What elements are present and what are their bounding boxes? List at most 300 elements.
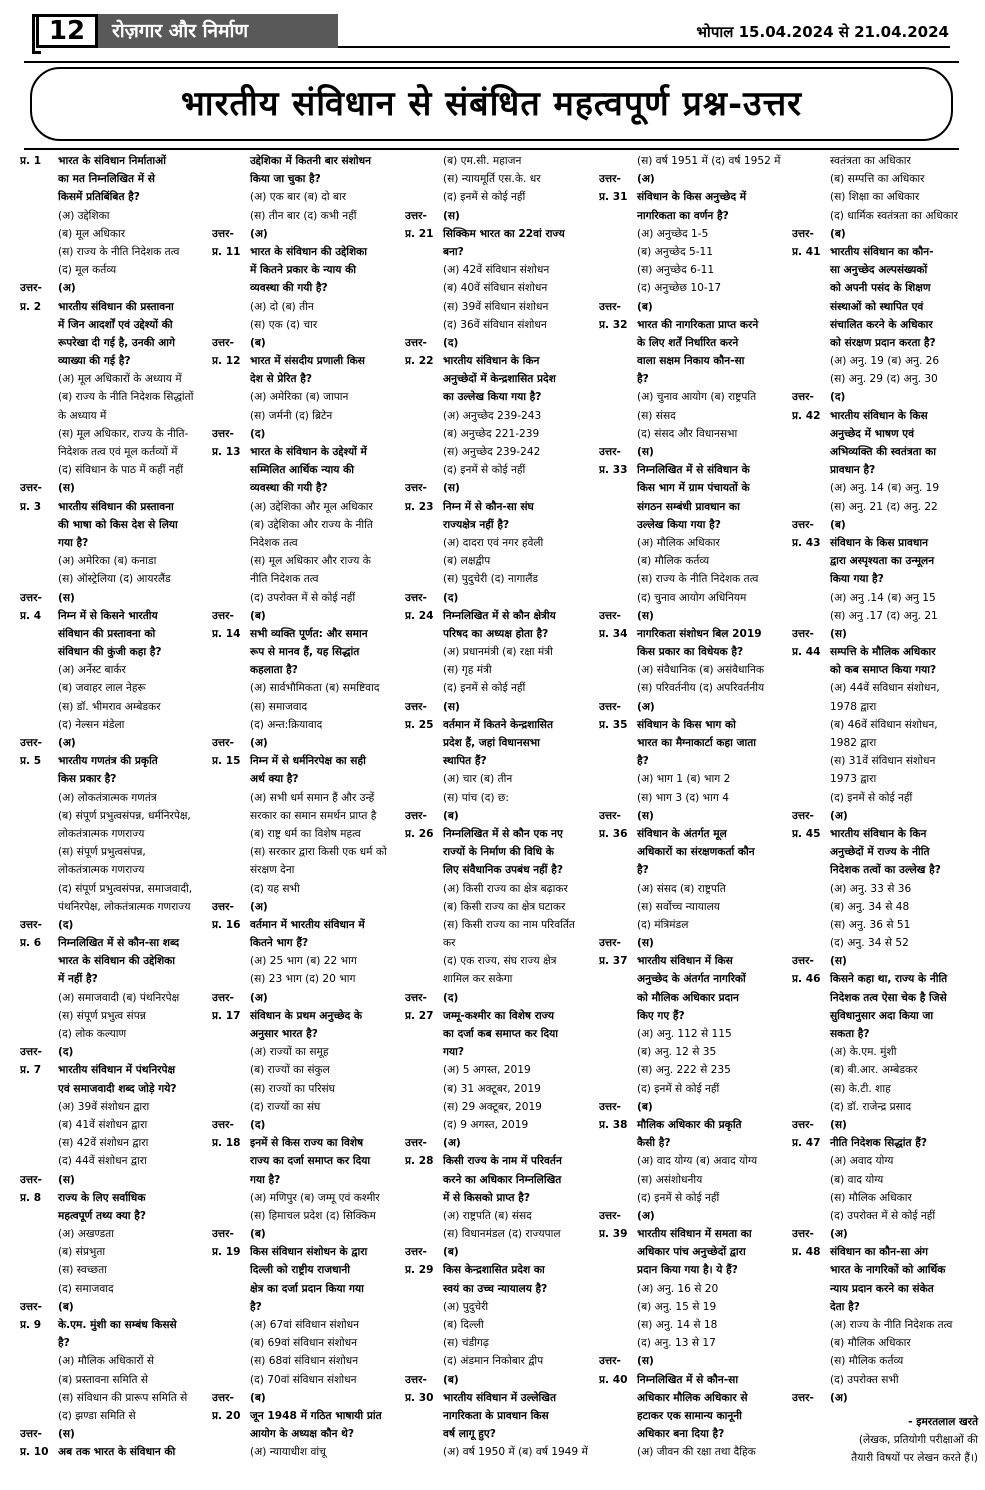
- question-number: प्र. 42: [792, 409, 821, 422]
- answer-value: (ब): [250, 336, 266, 349]
- answer-value: (ब): [443, 1373, 459, 1386]
- option-line: (स) किसी राज्य का नाम परिवर्तित: [443, 918, 575, 931]
- option-line: (अ) लोकतंत्रात्मक गणतंत्र: [58, 791, 157, 804]
- option-line: (अ) चुनाव आयोग (ब) राष्ट्रपति: [637, 391, 757, 404]
- option-line: (द) डॉ. राजेन्द्र प्रसाद: [830, 1100, 912, 1113]
- question-number: प्र. 10: [20, 1446, 49, 1459]
- question-line: [405, 1152, 591, 1170]
- answer-value: (ब): [443, 809, 459, 822]
- question-text-continued: अधिकार मौलिक अधिकार से: [637, 1391, 748, 1404]
- question-text-continued: करने का अधिकार निम्नलिखित: [443, 1173, 562, 1186]
- question-text-continued: अर्थ क्या है?: [250, 773, 299, 786]
- question-number: प्र. 15: [212, 755, 241, 768]
- question-text: किसने कहा था, राज्य के नीति: [830, 973, 948, 986]
- answer-label: उत्तर-: [792, 227, 814, 240]
- option-line: (अ) 44वें सविधान संशोधन,: [830, 682, 940, 695]
- question-line: [212, 352, 398, 370]
- question-text-continued: उद्देशिका में कितनी बार संशोधन: [250, 155, 372, 167]
- question-line: [20, 1443, 206, 1461]
- question-text: भारतीय संविधान की प्रस्तावना: [58, 300, 174, 313]
- answer-label: उत्तर-: [599, 1209, 621, 1222]
- option-line: (स) हिमाचल प्रदेश (द) सिक्किम: [250, 1209, 376, 1222]
- option-line: (द) 70वां संविधान संशोधन: [250, 1373, 357, 1386]
- question-text-continued: लिए संवैधानिक उपबंध नहीं है?: [443, 864, 564, 877]
- question-text-continued: न्याय प्रदान करने का संकेत: [830, 1282, 934, 1295]
- answer-label: उत्तर-: [792, 1118, 814, 1131]
- answer-label: उत्तर-: [599, 300, 621, 313]
- question-text-continued: द्वारा अस्पृश्यता का उन्मूलन: [830, 555, 935, 568]
- question-text: किस संविधान संशोधन के द्वारा: [250, 1246, 368, 1259]
- option-line: (स) डॉ. भीमराव अम्बेडकर: [58, 700, 161, 713]
- option-line: (ब) संप्रभुता: [58, 1246, 106, 1259]
- option-line: (स) 23 भाग (द) 20 भाग: [250, 973, 356, 986]
- answer-value: (अ): [250, 900, 268, 913]
- answer-label: उत्तर-: [20, 1173, 42, 1186]
- answer-value: (अ): [443, 1137, 461, 1150]
- answer-label: उत्तर-: [20, 1428, 42, 1441]
- answer-label: उत्तर-: [792, 1228, 814, 1241]
- question-text: जम्मू-कश्मीर का विशेष राज्य: [443, 1009, 554, 1022]
- question-number: प्र. 44: [792, 646, 821, 659]
- answer-label: उत्तर-: [792, 809, 814, 822]
- question-text-continued: भारत का मैग्नाकार्टा कहा जाता: [637, 737, 756, 749]
- question-text: संविधान के किस प्रावधान: [830, 536, 928, 549]
- column-1: [20, 152, 206, 1462]
- answer-line: [405, 989, 591, 1007]
- option-line: संरक्षण देना: [250, 864, 295, 877]
- question-text: संविधान के किस भाग को: [637, 718, 736, 731]
- question-number: प्र. 2: [20, 300, 42, 313]
- question-text-continued: में कितने प्रकार के न्याय की: [250, 264, 356, 277]
- question-line: [20, 934, 206, 952]
- question-line: [792, 643, 978, 661]
- answer-line: [20, 479, 206, 497]
- question-text-continued: अनुच्छेद के अंतर्गत नागरिकों: [637, 973, 746, 986]
- option-line: (ब) बी.आर. अम्बेडकर: [830, 1064, 918, 1077]
- answer-line: [20, 1043, 206, 1061]
- answer-value: (स): [830, 1118, 847, 1131]
- option-line: (अ) भाग 1 (ब) भाग 2: [637, 773, 731, 786]
- option-line: (द) 36वें संविधान संशोधन: [443, 318, 547, 331]
- option-line: (स) मौलिक अधिकार: [830, 1191, 912, 1204]
- question-line: [405, 1389, 591, 1407]
- option-line: (अ) अखण्डता: [58, 1228, 114, 1241]
- answer-value: (अ): [250, 227, 268, 240]
- option-line: (अ) अनुच्छेद 1-5: [637, 227, 709, 240]
- question-number: प्र. 33: [599, 464, 628, 477]
- question-text-continued: अनुच्छेदों में राज्य के नीति: [830, 846, 930, 859]
- option-line: (ब) दिल्ली: [443, 1319, 484, 1331]
- question-text: भारतीय संविधान में किस: [637, 955, 733, 968]
- option-line: (स) संसद: [637, 409, 676, 422]
- answer-label: उत्तर-: [792, 627, 814, 640]
- answer-label: उत्तर-: [212, 1391, 234, 1404]
- qa-columns: [20, 152, 978, 1490]
- question-text-continued: अधिकारों का संरक्षणकर्ता कौन: [637, 846, 755, 859]
- answer-value: (स): [58, 591, 75, 604]
- question-text-continued: अभिव्यक्ति की स्वतंत्रता का: [830, 446, 937, 458]
- question-line: [405, 716, 591, 734]
- column-2: [212, 152, 398, 1462]
- option-line: (स) अनु. 222 से 235: [637, 1064, 731, 1077]
- answer-label: उत्तर-: [792, 518, 814, 531]
- question-text-continued: सम्मिलित आर्थिक न्याय की: [250, 464, 354, 477]
- answer-line: [599, 1207, 785, 1225]
- question-number: प्र. 31: [599, 191, 628, 204]
- question-text: के.एम. मुंशी का सम्बंध किससे: [58, 1319, 177, 1331]
- question-text-continued: एवं समाजवादी शब्द जोड़े गये?: [58, 1082, 177, 1095]
- answer-line: [212, 425, 398, 443]
- question-line: [792, 407, 978, 425]
- question-text: निम्न में से किसने भारतीय: [58, 609, 158, 622]
- answer-label: उत्तर-: [20, 482, 42, 495]
- answer-line: [599, 170, 785, 188]
- option-line: 1973 द्वारा: [830, 773, 877, 786]
- option-line: (स) संपूर्ण प्रभुत्वसंपन्न,: [58, 846, 146, 859]
- question-text: अब तक भारत के संविधान की: [58, 1446, 176, 1459]
- answer-line: [212, 607, 398, 625]
- answer-label: उत्तर-: [405, 591, 427, 604]
- option-line: (अ) जीवन की रक्षा तथा दैहिक: [637, 1446, 756, 1459]
- question-number: प्र. 6: [20, 937, 42, 950]
- question-line: [792, 243, 978, 261]
- option-line: (ब) एम.सी. महाजन: [443, 155, 522, 167]
- answer-value: (द): [830, 391, 846, 404]
- question-text: किसी राज्य के नाम में परिवर्तन: [443, 1155, 562, 1168]
- answer-line: [792, 388, 978, 406]
- option-line: (अ) अनुच्छेद 239-243: [443, 409, 542, 422]
- question-text-continued: प्रावधान है?: [830, 464, 876, 477]
- option-line: (ब) अनु. 12 से 35: [637, 1046, 717, 1059]
- question-text-continued: किसमें प्रतिबिंबित है?: [58, 191, 140, 204]
- option-line: (ब) सम्पत्ति का अधिकार: [830, 173, 925, 186]
- option-line: (स) अनु. 36 से 51: [830, 918, 911, 931]
- question-text: भारतीय गणतंत्र की प्रकृति: [58, 755, 158, 768]
- answer-value: (अ): [58, 737, 76, 749]
- question-text: भारत के संविधान के उद्देश्यों में: [250, 446, 367, 458]
- question-text-continued: अनुसार भारत है?: [250, 1028, 318, 1040]
- option-line: (अ) मणिपुर (ब) जम्मू एवं कश्मीर: [250, 1191, 380, 1204]
- question-text: भारतीय संविधान के किन: [443, 355, 540, 368]
- answer-line: [405, 1243, 591, 1261]
- question-text: भारतीय संविधान के किस: [830, 409, 928, 422]
- question-line: [212, 625, 398, 643]
- answer-line: [405, 698, 591, 716]
- answer-line: [792, 952, 978, 970]
- option-line: (ब) उद्देशिका और राज्य के नीति: [250, 518, 373, 531]
- question-number: प्र. 16: [212, 918, 241, 931]
- answer-value: (अ): [830, 1228, 848, 1241]
- question-number: प्र. 43: [792, 536, 821, 549]
- question-text-continued: आयोग के अध्यक्ष कौन थे?: [250, 1428, 355, 1441]
- question-line: [792, 1134, 978, 1152]
- option-line: शामिल कर सकेगा: [443, 973, 513, 986]
- answer-line: [20, 589, 206, 607]
- option-line: (अ) अनु. 112 से 115: [637, 1028, 732, 1040]
- answer-value: (ब): [443, 1246, 459, 1259]
- question-text-continued: संस्थाओं को स्थापित एवं: [830, 300, 924, 313]
- option-line: (ब) लक्षद्वीप: [443, 555, 491, 568]
- answer-value: (द): [58, 918, 74, 931]
- option-line: (अ) अर्नेस्ट बार्कर: [58, 664, 126, 677]
- column-5: [792, 152, 978, 1468]
- option-line: (अ) 42वें संविधान संशोधन: [443, 264, 550, 277]
- option-line: (अ) चार (ब) तीन: [443, 773, 513, 786]
- question-line: [599, 625, 785, 643]
- question-number: प्र. 18: [212, 1137, 241, 1150]
- question-number: प्र. 47: [792, 1137, 821, 1150]
- option-line: (ब) मूल अधिकार: [58, 227, 126, 240]
- answer-line: [405, 334, 591, 352]
- question-text-continued: कितने भाग हैं?: [250, 937, 309, 950]
- question-line: [599, 1371, 785, 1389]
- option-line: (ब) राज्य के नीति निदेशक सिद्धांतों: [58, 391, 194, 404]
- answer-value: (ब): [58, 1300, 74, 1313]
- option-line: (अ) मौलिक अधिकारों से: [58, 1355, 155, 1368]
- option-line: (द) इनमें से कोई नहीं: [830, 791, 913, 804]
- question-line: [405, 607, 591, 625]
- answer-line: [20, 734, 206, 752]
- question-number: प्र. 23: [405, 500, 434, 513]
- option-line: (द) नेल्सन मंडेला: [58, 718, 125, 731]
- option-line: (द) इनमें से कोई नहीं: [443, 682, 526, 695]
- question-number: प्र. 29: [405, 1264, 434, 1277]
- question-text: निम्न में से धर्मनिरपेक्ष का सही: [250, 755, 366, 768]
- answer-label: उत्तर-: [599, 173, 621, 186]
- answer-line: [212, 734, 398, 752]
- question-number: प्र. 41: [792, 245, 821, 258]
- question-text-continued: सा अनुच्छेद अल्पसंख्यकों: [830, 264, 928, 277]
- option-line: (द) एक राज्य, संघ राज्य क्षेत्र: [443, 955, 557, 968]
- option-line: (अ) अनु. 33 से 36: [830, 882, 912, 895]
- option-line: लोकतंत्रात्मक गणराज्य: [58, 864, 145, 877]
- question-text-continued: है?: [250, 1300, 262, 1313]
- option-line: (अ) राष्ट्रपति (ब) संसद: [443, 1209, 532, 1222]
- answer-label: उत्तर-: [20, 1046, 42, 1059]
- option-line: लोकतंत्रात्मक गणराज्य: [58, 827, 145, 840]
- option-line: (अ) 67वां संविधान संशोधन: [250, 1319, 360, 1331]
- option-line: स्वतंत्रता का अधिकार: [830, 155, 911, 167]
- question-text-continued: नागरिकता के प्रावधान किस: [443, 1409, 549, 1422]
- option-line: (स) अनु. 14 से 18: [637, 1319, 718, 1331]
- option-line: (ब) वाद योग्य: [830, 1173, 884, 1186]
- question-text: संविधान का कौन-सा अंग: [830, 1246, 928, 1259]
- option-line: (अ) अमेरिका (ब) जापान: [250, 391, 349, 404]
- author-name: - इमरतलाल खरते: [908, 1415, 978, 1428]
- answer-label: उत्तर-: [405, 809, 427, 822]
- option-line: (द) उपरोक्त में से कोई नहीं: [830, 1209, 936, 1222]
- option-line: (अ) राज्यों का समूह: [250, 1046, 329, 1059]
- question-text: निम्नलिखित में से कौन क्षेत्रीय: [443, 609, 556, 622]
- question-line: [20, 607, 206, 625]
- option-line: (स) असंशोधनीय: [637, 1173, 703, 1186]
- answer-value: (अ): [637, 1209, 655, 1222]
- answer-line: [405, 207, 591, 225]
- question-line: [599, 716, 785, 734]
- answer-line: [212, 1116, 398, 1134]
- question-line: [599, 952, 785, 970]
- answer-value: (अ): [250, 737, 268, 749]
- option-line: (स) सर्वोच्च न्यायालय: [637, 900, 720, 913]
- answer-value: (स): [58, 1173, 75, 1186]
- question-text-continued: किया जा चुका है?: [250, 173, 321, 186]
- question-text-continued: दिल्ली को राष्ट्रीय राजधानी: [250, 1264, 350, 1277]
- option-line: (द) चुनाव आयोग अधिनियम: [637, 591, 747, 604]
- question-line: [599, 461, 785, 479]
- option-line: (ब) जवाहर लाल नेहरू: [58, 682, 146, 695]
- question-text: वर्तमान में कितने केन्द्रशासित: [443, 718, 554, 731]
- question-line: [405, 225, 591, 243]
- question-text-continued: किया गया है?: [830, 573, 884, 586]
- question-text-continued: अनुच्छेदों में केन्द्रशासित प्रदेश: [443, 373, 556, 386]
- question-text-continued: बना?: [443, 245, 464, 258]
- question-number: प्र. 48: [792, 1246, 821, 1259]
- option-line: (स) राज्यों का परिसंघ: [250, 1082, 335, 1095]
- option-line: (अ) सभी धर्म समान हैं और उन्हें: [250, 791, 375, 804]
- question-text-continued: संगठन सम्बंधी प्रावधान का: [637, 500, 740, 513]
- answer-value: (ब): [250, 1228, 266, 1241]
- answer-value: (ब): [637, 300, 653, 313]
- answer-label: उत्तर-: [405, 1137, 427, 1150]
- question-text-continued: का दर्जा कब समाप्त कर दिया: [443, 1028, 559, 1040]
- question-line: [405, 352, 591, 370]
- answer-line: [20, 1298, 206, 1316]
- answer-label: उत्तर-: [212, 991, 234, 1004]
- question-line: [20, 1189, 206, 1207]
- question-number: प्र. 28: [405, 1155, 434, 1168]
- question-text: वर्तमान में भारतीय संविधान में: [250, 918, 365, 931]
- question-text: निम्नलिखित में से कौन-सा शब्द: [58, 937, 180, 950]
- question-text: भारतीय संविधान में समता का: [637, 1228, 752, 1241]
- question-number: प्र. 27: [405, 1009, 434, 1022]
- answer-label: उत्तर-: [212, 336, 234, 349]
- option-line: (स) संपूर्ण प्रभुत्व संपन्न: [58, 1009, 146, 1022]
- answer-line: [792, 1116, 978, 1134]
- question-line: [20, 152, 206, 170]
- question-text-continued: प्रदेश हैं, जहां विधानसभा: [443, 737, 540, 749]
- answer-line: [20, 279, 206, 297]
- option-line: (ब) 46वें संविधान संशोधन,: [830, 718, 938, 731]
- question-text-continued: है?: [58, 1337, 70, 1350]
- option-line: (अ) के.एम. मुंशी: [830, 1046, 897, 1059]
- answer-value: (द): [58, 1046, 74, 1059]
- option-line: (द) संसद और विधानसभा: [637, 427, 738, 440]
- question-number: प्र. 19: [212, 1246, 241, 1259]
- answer-label: उत्तर-: [212, 1228, 234, 1241]
- option-line: (स) जर्मनी (द) ब्रिटेन: [250, 409, 333, 422]
- answer-label: उत्तर-: [405, 209, 427, 222]
- question-text-continued: में से किसको प्राप्त है?: [443, 1191, 531, 1204]
- answer-value: (ब): [250, 1391, 266, 1404]
- option-line: (स) मूल अधिकार और राज्य के: [250, 555, 371, 568]
- option-line: (द) अनु. 34 से 52: [830, 937, 909, 950]
- answer-label: उत्तर-: [405, 482, 427, 495]
- answer-label: उत्तर-: [405, 991, 427, 1004]
- answer-label: उत्तर-: [212, 1118, 234, 1131]
- question-number: प्र. 3: [20, 500, 42, 513]
- answer-value: (स): [637, 446, 654, 458]
- question-line: [212, 752, 398, 770]
- option-line: (द) लोक कल्याण: [58, 1028, 127, 1040]
- question-text-continued: वर्ष लागू हुए?: [443, 1428, 496, 1441]
- question-text: भारतीय संविधान में उल्लेखित: [443, 1391, 556, 1404]
- option-line: (अ) मूल अधिकारों के अध्याय में: [58, 373, 182, 386]
- question-text-continued: गया है?: [58, 536, 89, 549]
- option-line: (अ) वाद योग्य (ब) अवाद योग्य: [637, 1155, 758, 1168]
- option-line: (स) 31वें संविधान संशोधन: [830, 755, 936, 768]
- question-text-continued: का मत निम्नलिखित में से: [58, 173, 155, 186]
- question-text-continued: वाला सक्षम निकाय कौन-सा: [637, 355, 745, 368]
- option-line: (स) अनुच्छेद 6-11: [637, 264, 715, 277]
- option-line: (स) ऑस्ट्रेलिया (द) आयरलैंड: [58, 573, 171, 586]
- question-text: संविधान के प्रथम अनुच्छेद के: [250, 1009, 363, 1022]
- question-number: प्र. 46: [792, 973, 821, 986]
- question-text-continued: को अपनी पसंद के शिक्षण: [830, 282, 931, 295]
- option-line: (अ) अनु. 14 (ब) अनु. 19: [830, 482, 940, 495]
- question-text-continued: कहलाता है?: [250, 664, 298, 677]
- option-line: (ब) अनु. 34 से 48: [830, 900, 910, 913]
- question-line: [20, 1316, 206, 1334]
- answer-label: उत्तर-: [212, 427, 234, 440]
- answer-label: उत्तर-: [20, 1300, 42, 1313]
- option-line: (अ) न्यायाधीश वांचू: [250, 1446, 326, 1459]
- question-text: सभी व्यक्ति पूर्णत: और समान: [250, 627, 368, 640]
- option-line: (द) संविधान के पाठ में कहीं नहीं: [58, 464, 184, 477]
- answer-value: (स): [830, 955, 847, 968]
- option-line: (अ) अनु .14 (ब) अनु 15: [830, 591, 936, 604]
- answer-label: उत्तर-: [20, 737, 42, 749]
- answer-value: (द): [443, 336, 459, 349]
- question-number: प्र. 20: [212, 1409, 241, 1422]
- question-line: [212, 916, 398, 934]
- question-text: भारतीय संविधान का कौन-: [830, 245, 934, 258]
- option-line: (स) 42वें संशोधन द्वारा: [58, 1137, 149, 1150]
- option-line: (स) अनुच्छेद 239-242: [443, 446, 541, 458]
- answer-value: (द): [443, 591, 459, 604]
- question-text: नीति निदेशक सिद्धांत हैं?: [830, 1137, 927, 1150]
- answer-line: [599, 1352, 785, 1370]
- question-text-continued: किस प्रकार का विधेयक है?: [637, 646, 744, 659]
- question-number: प्र. 1: [20, 155, 42, 167]
- question-line: [20, 298, 206, 316]
- question-text-continued: व्यवस्था की गयी है?: [250, 282, 328, 295]
- question-line: [405, 1261, 591, 1279]
- question-line: [20, 498, 206, 516]
- option-line: (द) इनमें से कोई नहीं: [637, 1191, 720, 1204]
- question-text-continued: गया है?: [250, 1173, 281, 1186]
- header-rule: [338, 46, 950, 48]
- answer-label: उत्तर-: [212, 737, 234, 749]
- article-title: भारतीय संविधान से संबंधित महत्वपूर्ण प्रश्न-उत्तर: [180, 84, 803, 124]
- option-line: (अ) अवाद योग्य: [830, 1155, 894, 1168]
- answer-value: (स): [443, 209, 460, 222]
- option-line: (अ) सार्वभौमिकता (ब) समष्टिवाद: [250, 682, 380, 695]
- question-text-continued: अधिकार बना दिया है?: [637, 1428, 725, 1441]
- answer-line: [212, 1389, 398, 1407]
- question-text-continued: राज्यक्षेत्र नहीं है?: [443, 518, 510, 531]
- option-line: (स) 39वें संविधान संशोधन: [443, 300, 549, 313]
- question-line: [599, 825, 785, 843]
- question-text-continued: किस भाग में ग्राम पंचायतों के: [637, 482, 750, 495]
- answer-label: उत्तर-: [599, 700, 621, 713]
- option-line: निदेशक तत्व: [250, 536, 298, 549]
- question-line: [212, 443, 398, 461]
- option-line: (स) सरकार द्वारा किसी एक धर्म को: [250, 846, 387, 859]
- option-line: (द) यह सभी: [250, 882, 300, 895]
- question-text-continued: स्वयं का उच्च न्यायालय है?: [443, 1282, 548, 1295]
- question-text-continued: है?: [637, 864, 649, 877]
- question-line: [792, 1243, 978, 1261]
